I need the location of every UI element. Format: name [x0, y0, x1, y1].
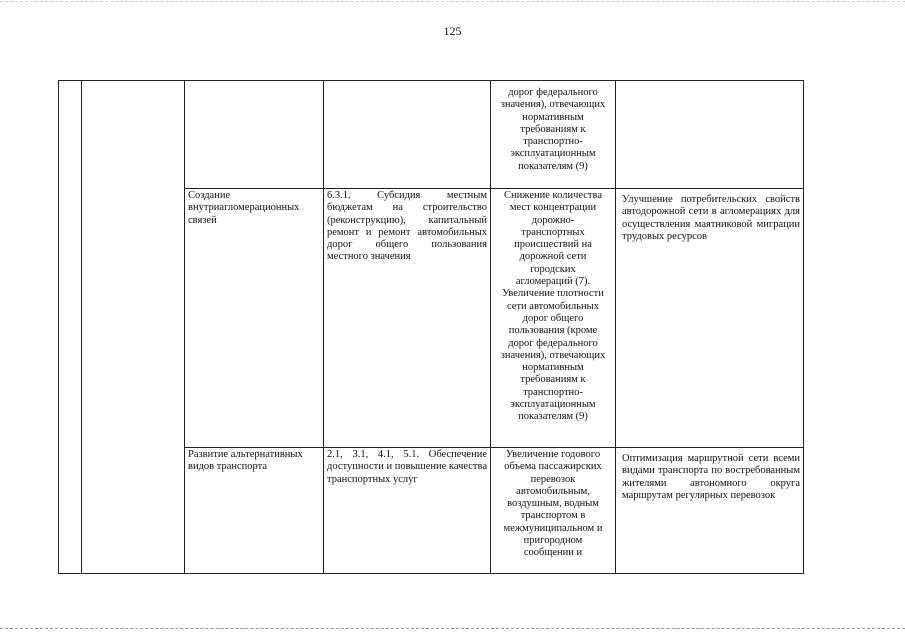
indicator-line: сети автомобильных: [507, 300, 599, 312]
indicator-line: транспортом в: [520, 510, 586, 522]
indicator-line: Увеличение плотности: [502, 288, 604, 300]
indicator-line: значения), отвечающих: [500, 99, 606, 111]
indicator-line: значения), отвечающих: [500, 349, 606, 361]
indicator-line: дорог федерального: [508, 87, 598, 98]
indicator-line: транспортно-: [523, 386, 583, 398]
row2-measures: 2.1, 3.1, 4.1, 5.1. Обеспечение доступности и повышение качества транспортных услуг: [327, 449, 487, 485]
scan-edge-bottom: [0, 628, 905, 629]
document-table: [58, 80, 804, 574]
indicator-line: показателям (9): [518, 160, 588, 172]
indicator-line: Снижение количества: [503, 190, 602, 201]
indicator-line: межмуниципальном и: [503, 522, 603, 534]
row-divider: [184, 188, 803, 189]
indicator-line: агломераций (7).: [515, 276, 591, 288]
indicator-line: требованиям к: [520, 123, 586, 135]
indicator-line: пригородном: [523, 535, 583, 547]
indicator-line: Увеличение годового: [505, 449, 601, 460]
page-number: 125: [443, 24, 462, 38]
indicator-line: дорог федерального: [508, 337, 598, 349]
indicator-line: эксплуатационным: [510, 148, 596, 160]
indicator-line: городских: [530, 263, 576, 275]
column-divider: [81, 81, 82, 573]
indicator-line: нормативным: [522, 111, 584, 123]
indicator-line: дорожно-: [531, 214, 575, 226]
indicator-line: мест концентрации: [509, 202, 597, 214]
indicator-line: нормативным: [522, 362, 584, 374]
indicator-line: транспортно-: [523, 136, 583, 148]
row2-indicator: [491, 449, 615, 560]
indicator-line: пользования (кроме: [508, 325, 598, 337]
column-divider: [184, 81, 185, 573]
top-row-indicator: [491, 87, 615, 173]
indicator-line: эксплуатационным: [510, 399, 596, 411]
indicator-line: дорожной сети: [519, 251, 587, 263]
column-divider: [323, 81, 324, 573]
row1-direction: Создание внутриагломерационных связей: [188, 190, 300, 226]
column-divider: [615, 81, 616, 573]
row-divider: [184, 447, 803, 448]
indicator-line: дорог общего: [522, 312, 584, 324]
row2-result: Оптимизация маршрутной сети всеми видами транспорта по востребованным жителями автономного округа маршрутам регулярных перевозок: [622, 453, 800, 501]
indicator-line: автомобильным,: [516, 485, 590, 497]
indicator-line: перевозок: [530, 473, 576, 485]
scan-edge-top: [0, 1, 905, 2]
row1-indicator: [491, 190, 615, 424]
indicator-line: транспортных: [521, 226, 585, 238]
indicator-line: объема пассажирских: [504, 461, 602, 473]
row2-direction: Развитие альтернативных видов транспорта: [188, 449, 303, 473]
indicator-line: сообщении и: [523, 547, 583, 559]
indicator-line: происшествий на: [514, 239, 592, 251]
indicator-line: воздушным, водным: [507, 498, 599, 510]
row1-result: Улучшение потребительских свойств автодорожной сети в агломерациях для осуществления маятниковой миграции трудовых ресурсов: [622, 194, 800, 242]
row1-measures: 6.3.1. Субсидия местным бюджетам на строительство (реконструкцию), капитальный ремонт и ремонт автомобильных дорог общего пользования местного значения: [327, 190, 487, 263]
indicator-line: показателям (9): [518, 411, 588, 423]
indicator-line: требованиям к: [520, 374, 586, 386]
